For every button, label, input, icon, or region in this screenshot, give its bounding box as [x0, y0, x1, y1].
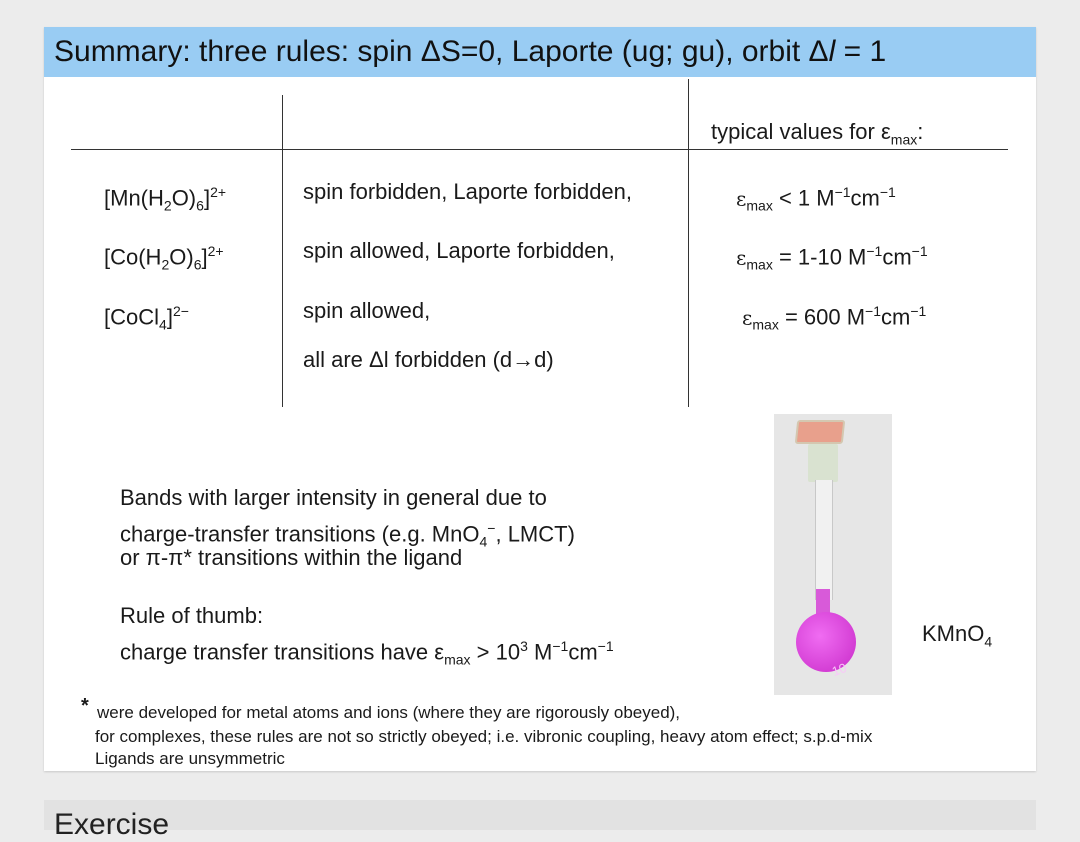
table-row-complex: $[Co(H_2O)_6]^{2+}$ — [104, 243, 224, 273]
table-row-epsilon: $\varepsilon_{max} = 600$ $M^{-1}cm^{-1}$ — [742, 303, 927, 333]
table-divider-right — [688, 79, 689, 407]
table-row-rule: spin allowed, — [303, 298, 431, 323]
table-divider-left — [282, 95, 283, 407]
footnote-line-2: for complexes, these rules are not so strictly obeyed; i.e. vibronic coupling, heavy atom effect; s.p.d-mix — [95, 727, 873, 746]
next-slide-title: Exercise — [54, 808, 170, 841]
body-line-2: charge-transfer transitions (e.g. MnO$_4$−, LMCT) — [120, 520, 575, 550]
slide — [44, 27, 1036, 771]
table-row-complex: [CoCl$_4$]$^{2-}$ — [104, 303, 189, 333]
footnote-line-3: Ligands are unsymmetric — [95, 749, 285, 768]
table-header-typical-values: typical values for $\varepsilon_{max}$: — [711, 119, 924, 148]
rule-of-thumb-text: charge transfer transitions have $\varepsilon_{max} > 10^3$ $M^{-1}cm^{-1}$ — [120, 638, 614, 668]
table-note: all are Δl forbidden (d→d) — [303, 347, 554, 372]
flask-cap — [795, 420, 846, 444]
flask-volume-label: 10 — [829, 659, 849, 680]
body-line-3: or π-π* transitions within the ligand — [120, 545, 463, 570]
rule-of-thumb-title: Rule of thumb: — [120, 603, 264, 628]
kmno4-flask-photo — [774, 414, 892, 695]
flask-neck — [815, 480, 833, 600]
table-row-epsilon: $\varepsilon_{max} < 1$ $M^{-1}cm^{-1}$ — [736, 184, 896, 214]
table-row-epsilon: $\varepsilon_{max} = 1-10$ $M^{-1}cm^{-1}$ — [736, 243, 928, 273]
next-slide-title-bar — [44, 800, 1036, 841]
table-row-complex: $[Mn(H_2O)_6]^{2+}$ — [104, 184, 227, 214]
image-caption: KMnO$_4$ — [922, 621, 993, 650]
flask-bulb — [796, 612, 856, 672]
slide-title: Summary: three rules: spin ΔS=0, Laporte (ug; gu), orbit Δl = 1 — [54, 35, 887, 68]
next-slide-preview[interactable] — [44, 800, 1036, 841]
footnote-star: * — [81, 695, 89, 717]
table-row-rule: spin forbidden, Laporte forbidden, — [303, 179, 633, 204]
table-row-rule: spin allowed, Laporte forbidden, — [303, 238, 615, 263]
flask-stopper — [808, 444, 838, 482]
title-bar — [44, 27, 1036, 77]
body-line-1: Bands with larger intensity in general due to — [120, 485, 547, 510]
footnote-line-1: were developed for metal atoms and ions (where they are rigorously obeyed), — [97, 703, 681, 722]
